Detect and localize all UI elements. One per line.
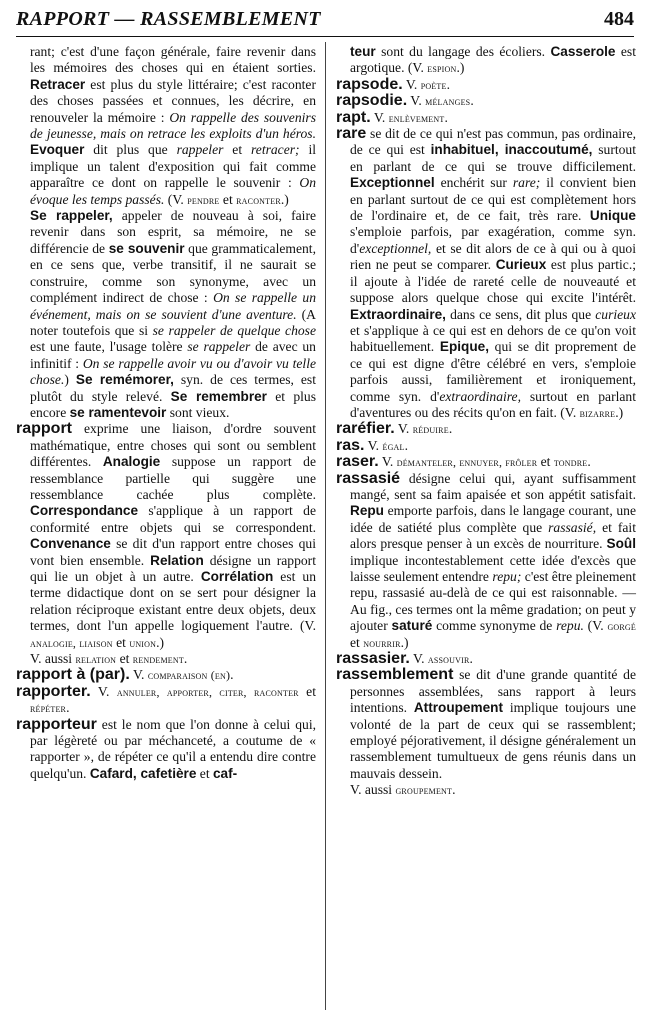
entry-text: et plus encore	[30, 388, 316, 420]
headword: rapsode.	[336, 75, 403, 93]
dictionary-entry	[336, 44, 636, 77]
entry-text: il implique un talent d'exposition qui fait comme apparaître ce dont on rappelle le souvenir :	[30, 142, 317, 191]
entry-text: .	[444, 109, 448, 125]
entry-text: comme synonyme de	[432, 618, 557, 634]
dictionary-entry	[336, 110, 636, 126]
cross-reference: relation	[75, 652, 117, 667]
dictionary-entry	[336, 93, 636, 109]
dictionary-entry	[336, 667, 636, 782]
entry-text: et	[116, 651, 133, 667]
cross-reference: gorgé	[607, 619, 636, 634]
entry-text: .)	[156, 634, 165, 650]
dictionary-entry	[336, 421, 636, 437]
entry-text: surtout en parlant de ce qui se trouve difficilement.	[350, 142, 636, 174]
cross-reference: répéter	[30, 701, 67, 716]
dictionary-entry	[16, 421, 316, 651]
entry-text: se dit d'une grande quantité de personnes assemblées, sans rapport à leurs intentions.	[350, 667, 636, 716]
cross-reference: égal	[382, 438, 405, 453]
cross-reference: démanteler, ennuyer, frôler	[396, 455, 538, 470]
entry-text: exprime une liaison, d'ordre souvent mathématique, entre choses qui sont ou semblent différentes.	[30, 421, 316, 470]
entry-text: V.	[407, 93, 426, 109]
entry-text: et	[537, 454, 554, 470]
entry-text: (A noter toutefois que si	[30, 306, 316, 338]
cross-reference: nourrir	[363, 635, 401, 650]
entry-text: est le nom que l'on donne à celui qui, par légèreté ou par méchanceté, a coutume de « rapporter », de répéter ce qu'il a entendu dire contre quelqu'un.	[30, 716, 316, 781]
entry-text: appeler de nouveau à soi, faire revenir dans son esprit, sa mémoire, ne se différencie de	[30, 208, 316, 256]
example-text: rare;	[512, 175, 541, 191]
cross-reference: bizarre	[579, 405, 616, 420]
left-column	[16, 44, 316, 782]
entry-text: implique toujours une volonté de la part de ceux qui se rassemblent; employé péjorativement, il désigne généralement un rassemblement tumultueux de gens réunis dans un mauvais dessein.	[350, 700, 636, 781]
dictionary-entry	[16, 44, 316, 208]
synonym-term: Analogie	[102, 454, 161, 470]
dictionary-entry	[336, 77, 636, 93]
synonym-term: Attroupement	[413, 700, 503, 716]
example-text: extraordinaire,	[439, 388, 521, 404]
entry-text: est plus partic.; il ajoute à l'idée de rareté celle de nouveauté et suppose alors quelque chose qui excite l'intérêt.	[350, 257, 637, 306]
entry-text: que grammaticalement, en ce sens que, verbe transitif, il ne saurait se construire, comme son synonyme, avec un complément indirect de chose :	[30, 240, 316, 306]
entry-text: .	[404, 437, 409, 453]
dictionary-entry	[336, 782, 636, 798]
cross-reference: poète	[420, 77, 447, 92]
entry-text: (V.	[164, 191, 188, 207]
cross-reference: annuler, apporter, citer, raconter	[116, 684, 299, 699]
example-text: se rappeler de quelque chose	[152, 322, 316, 338]
entry-text: rant; c'est d'une façon générale, faire revenir dans les mémoires des choses qui en étaient sorties.	[30, 44, 316, 76]
entry-text: est un terme didactique dont on se sert pour désigner la relation réciproque existant entre deux objets, deux termes, dont l'un appelle logiquement l'autre. (V.	[30, 569, 316, 634]
example-text: rappeler	[176, 142, 224, 158]
dictionary-entry	[16, 208, 316, 421]
cross-reference: réduire	[412, 422, 449, 437]
headword: rassemblement	[336, 666, 454, 684]
entry-text: se dit d'un rapport entre choses qui vont bien ensemble.	[30, 536, 316, 568]
entry-text: s'applique à un rapport de conformité entre objets qui se correspondent.	[30, 503, 316, 535]
synonym-term: Corrélation	[200, 569, 274, 584]
example-text: curieux	[595, 306, 636, 322]
example-text: On évoque les temps passés.	[30, 175, 316, 207]
example-text: On se rappelle un événement, mais on se souvient d'une aventure.	[30, 290, 316, 322]
synonym-term: Epique,	[439, 339, 489, 355]
entry-text: .	[469, 651, 473, 667]
entry-text: et	[298, 683, 316, 699]
entry-text: et	[196, 765, 213, 781]
synonym-term: Repu	[350, 503, 384, 519]
headword: raréfier.	[336, 420, 395, 438]
cross-reference: raconter	[236, 192, 281, 207]
cross-reference: groupement	[395, 783, 453, 798]
headword: raser.	[336, 453, 379, 471]
entry-text: est plus du style littéraire; c'est raconter des choses passées et connues, les décrire, en renouveler la mémoire :	[30, 76, 316, 125]
entry-text: suppose un rapport de ressemblance partielle qui suggère une ressemblance cachée plus complète.	[30, 454, 316, 502]
example-text: On rappelle des souvenirs de jeunesse, mais on retrace les exploits d'un héros.	[30, 109, 316, 142]
entry-text: V. aussi	[30, 651, 76, 667]
entry-text: V.	[402, 76, 421, 92]
dictionary-entry	[336, 651, 636, 667]
entry-text: V.	[409, 651, 428, 667]
headword: rapporteur	[16, 715, 97, 733]
entry-text: est argotique. (V.	[350, 44, 636, 76]
example-text: exceptionnel,	[359, 240, 432, 256]
entry-text: V.	[129, 667, 148, 683]
entry-text: .	[183, 651, 188, 667]
example-text: retracer;	[251, 142, 300, 158]
page-number: 484	[604, 8, 634, 30]
headword: rapport à (par).	[16, 666, 130, 684]
example-text: repu.	[556, 618, 584, 634]
entry-text: V.	[394, 421, 413, 437]
synonym-term: teur	[350, 44, 376, 59]
dictionary-entry	[16, 667, 316, 683]
synonym-term: se souvenir	[108, 240, 185, 256]
synonym-term: Relation	[150, 552, 204, 568]
synonym-term: inhabituel, inaccoutumé,	[430, 142, 593, 158]
example-text: repu;	[492, 569, 522, 584]
entry-text: sont du langage des écoliers.	[375, 44, 551, 59]
entry-text: et se dit alors de ce à qui ou à quoi rien ne peut se comparer.	[350, 240, 636, 273]
entry-text: V. aussi	[350, 782, 396, 798]
entry-text: et s'applique à ce qui est en dehors de ce qu'on voit habituellement.	[350, 322, 636, 355]
entry-text: sont vieux.	[166, 404, 230, 420]
example-text: On se rappelle avoir vu ou d'avoir vu telle chose.	[30, 355, 317, 388]
entry-text: .	[66, 700, 70, 716]
headword: rapt.	[336, 108, 371, 126]
dictionary-entry	[16, 684, 316, 717]
entry-text: qui se dit proprement de ce qui est digne d'être célébré en vers, s'emploie parfois aussi, familièrement et ironiquement, comme syn. d'	[350, 339, 637, 404]
entry-text: désigne celui qui, ayant suffisamment mangé, sent sa faim apaisée et son appétit satisfait.	[350, 470, 636, 502]
headword: rare	[336, 125, 367, 143]
cross-reference: enlèvement	[388, 110, 445, 125]
entry-text: enchérit sur	[434, 175, 513, 191]
example-text: rassasié,	[548, 519, 597, 535]
synonym-term: Cafard, cafetière	[89, 765, 197, 781]
cross-reference: pendre	[187, 192, 220, 207]
page-header	[16, 6, 634, 37]
entry-text: .)	[280, 191, 289, 207]
synonym-term: Soûl	[606, 536, 636, 552]
entry-text: .	[587, 454, 591, 470]
entry-text: et	[219, 191, 237, 207]
entry-text: V.	[378, 454, 397, 470]
headword: rapport	[16, 420, 72, 438]
entry-text: c'est être pleinement repu, rassasié au-delà de ce qui est raisonnable. — Au fig., ces termes ont la même gradation; on peut y ajouter	[350, 569, 636, 634]
entry-text: dit plus que	[84, 142, 177, 158]
entry-text: et	[112, 634, 130, 650]
dictionary-entry	[16, 717, 316, 783]
synonym-term: Correspondance	[30, 503, 139, 519]
example-text: se rappeler	[187, 339, 251, 355]
entry-text: il convient bien en parlant surtout de ce qui est complètement hors de l'ordinaire et, de ce fait, très rare.	[350, 175, 636, 224]
cross-reference: tondre	[553, 455, 588, 470]
entry-text: .	[448, 421, 453, 437]
entry-text: surtout en parlant d'aventures ou des récits qu'on en fait. (V.	[350, 388, 636, 420]
entry-text: )	[64, 372, 76, 388]
cross-reference: comparaison (en)	[147, 668, 231, 683]
right-column	[336, 44, 636, 799]
cross-reference: mélanges	[425, 94, 471, 109]
dictionary-entry	[336, 471, 636, 651]
entry-text: (V.	[583, 618, 608, 634]
entry-text: .)	[400, 634, 409, 650]
entry-text: .	[452, 782, 456, 798]
entry-text: de avec un infinitif :	[30, 339, 316, 371]
synonym-term: Extraordinaire,	[350, 306, 446, 322]
entry-text: dans ce sens, dit plus que	[445, 306, 596, 322]
entry-text: et	[223, 142, 251, 158]
entry-text: s'emploie parfois, par exagération, comme syn. d'	[350, 224, 636, 256]
cross-reference: analogie, liaison	[30, 635, 113, 650]
dictionary-entry	[336, 438, 636, 454]
entry-text: .	[230, 667, 234, 683]
synonym-term: saturé	[391, 618, 433, 634]
dictionary-entry	[16, 651, 316, 667]
synonym-term: Casserole	[550, 44, 616, 59]
synonym-term: Se remembrer	[170, 388, 267, 404]
entry-text: désigne un rapport qui lie un objet à un autre.	[30, 552, 316, 584]
entry-text: et fait alors presque penser à un excès de nourriture.	[350, 519, 636, 552]
entry-text: .)	[615, 404, 624, 420]
running-title: RAPPORT — RASSEMBLEMENT	[16, 8, 321, 30]
entry-text: .	[446, 76, 450, 92]
synonym-term: Evoquer	[30, 142, 85, 158]
synonym-term: Convenance	[30, 536, 111, 552]
headword: rassasier.	[336, 650, 410, 668]
cross-reference: rendement	[132, 652, 184, 667]
cross-reference: union	[129, 635, 157, 650]
entry-text: V.	[364, 437, 383, 453]
synonym-term: Se remémorer,	[75, 372, 174, 388]
synonym-term: Curieux	[495, 257, 547, 273]
column-divider	[325, 42, 326, 1010]
entry-text: syn. de ces termes, est plutôt du style relevé.	[30, 372, 316, 404]
dictionary-entry	[336, 126, 636, 421]
synonym-term: Unique	[589, 208, 636, 224]
entry-text: .)	[456, 60, 465, 76]
cross-reference: espion	[427, 61, 457, 76]
synonym-term: Exceptionnel	[350, 175, 435, 191]
synonym-term: se ramentevoir	[69, 404, 167, 420]
headword: rassasié	[336, 469, 401, 487]
synonym-term: Se rappeler,	[30, 208, 113, 224]
headword: ras.	[336, 436, 365, 454]
entry-text: implique incontestablement cette idée d'excès que laisse seulement entendre	[350, 552, 636, 584]
cross-reference: assouvir	[427, 652, 470, 667]
entry-text: .	[470, 93, 474, 109]
headword: rapporter.	[16, 682, 91, 700]
entry-text: emporte parfois, dans le langage courant, une idée de satiété plus complète que	[350, 503, 636, 535]
entry-text: et	[350, 634, 364, 650]
synonym-term: caf-	[213, 765, 238, 781]
entry-text: V.	[90, 683, 117, 699]
headword: rapsodie.	[336, 92, 408, 110]
synonym-term: Retracer	[30, 76, 86, 92]
entry-text: est une faute, l'usage tolère	[30, 339, 188, 355]
dictionary-entry	[336, 454, 636, 470]
entry-text: V.	[370, 109, 389, 125]
entry-text: se dit de ce qui n'est pas commun, pas ordinaire, de ce qui est	[350, 126, 636, 158]
